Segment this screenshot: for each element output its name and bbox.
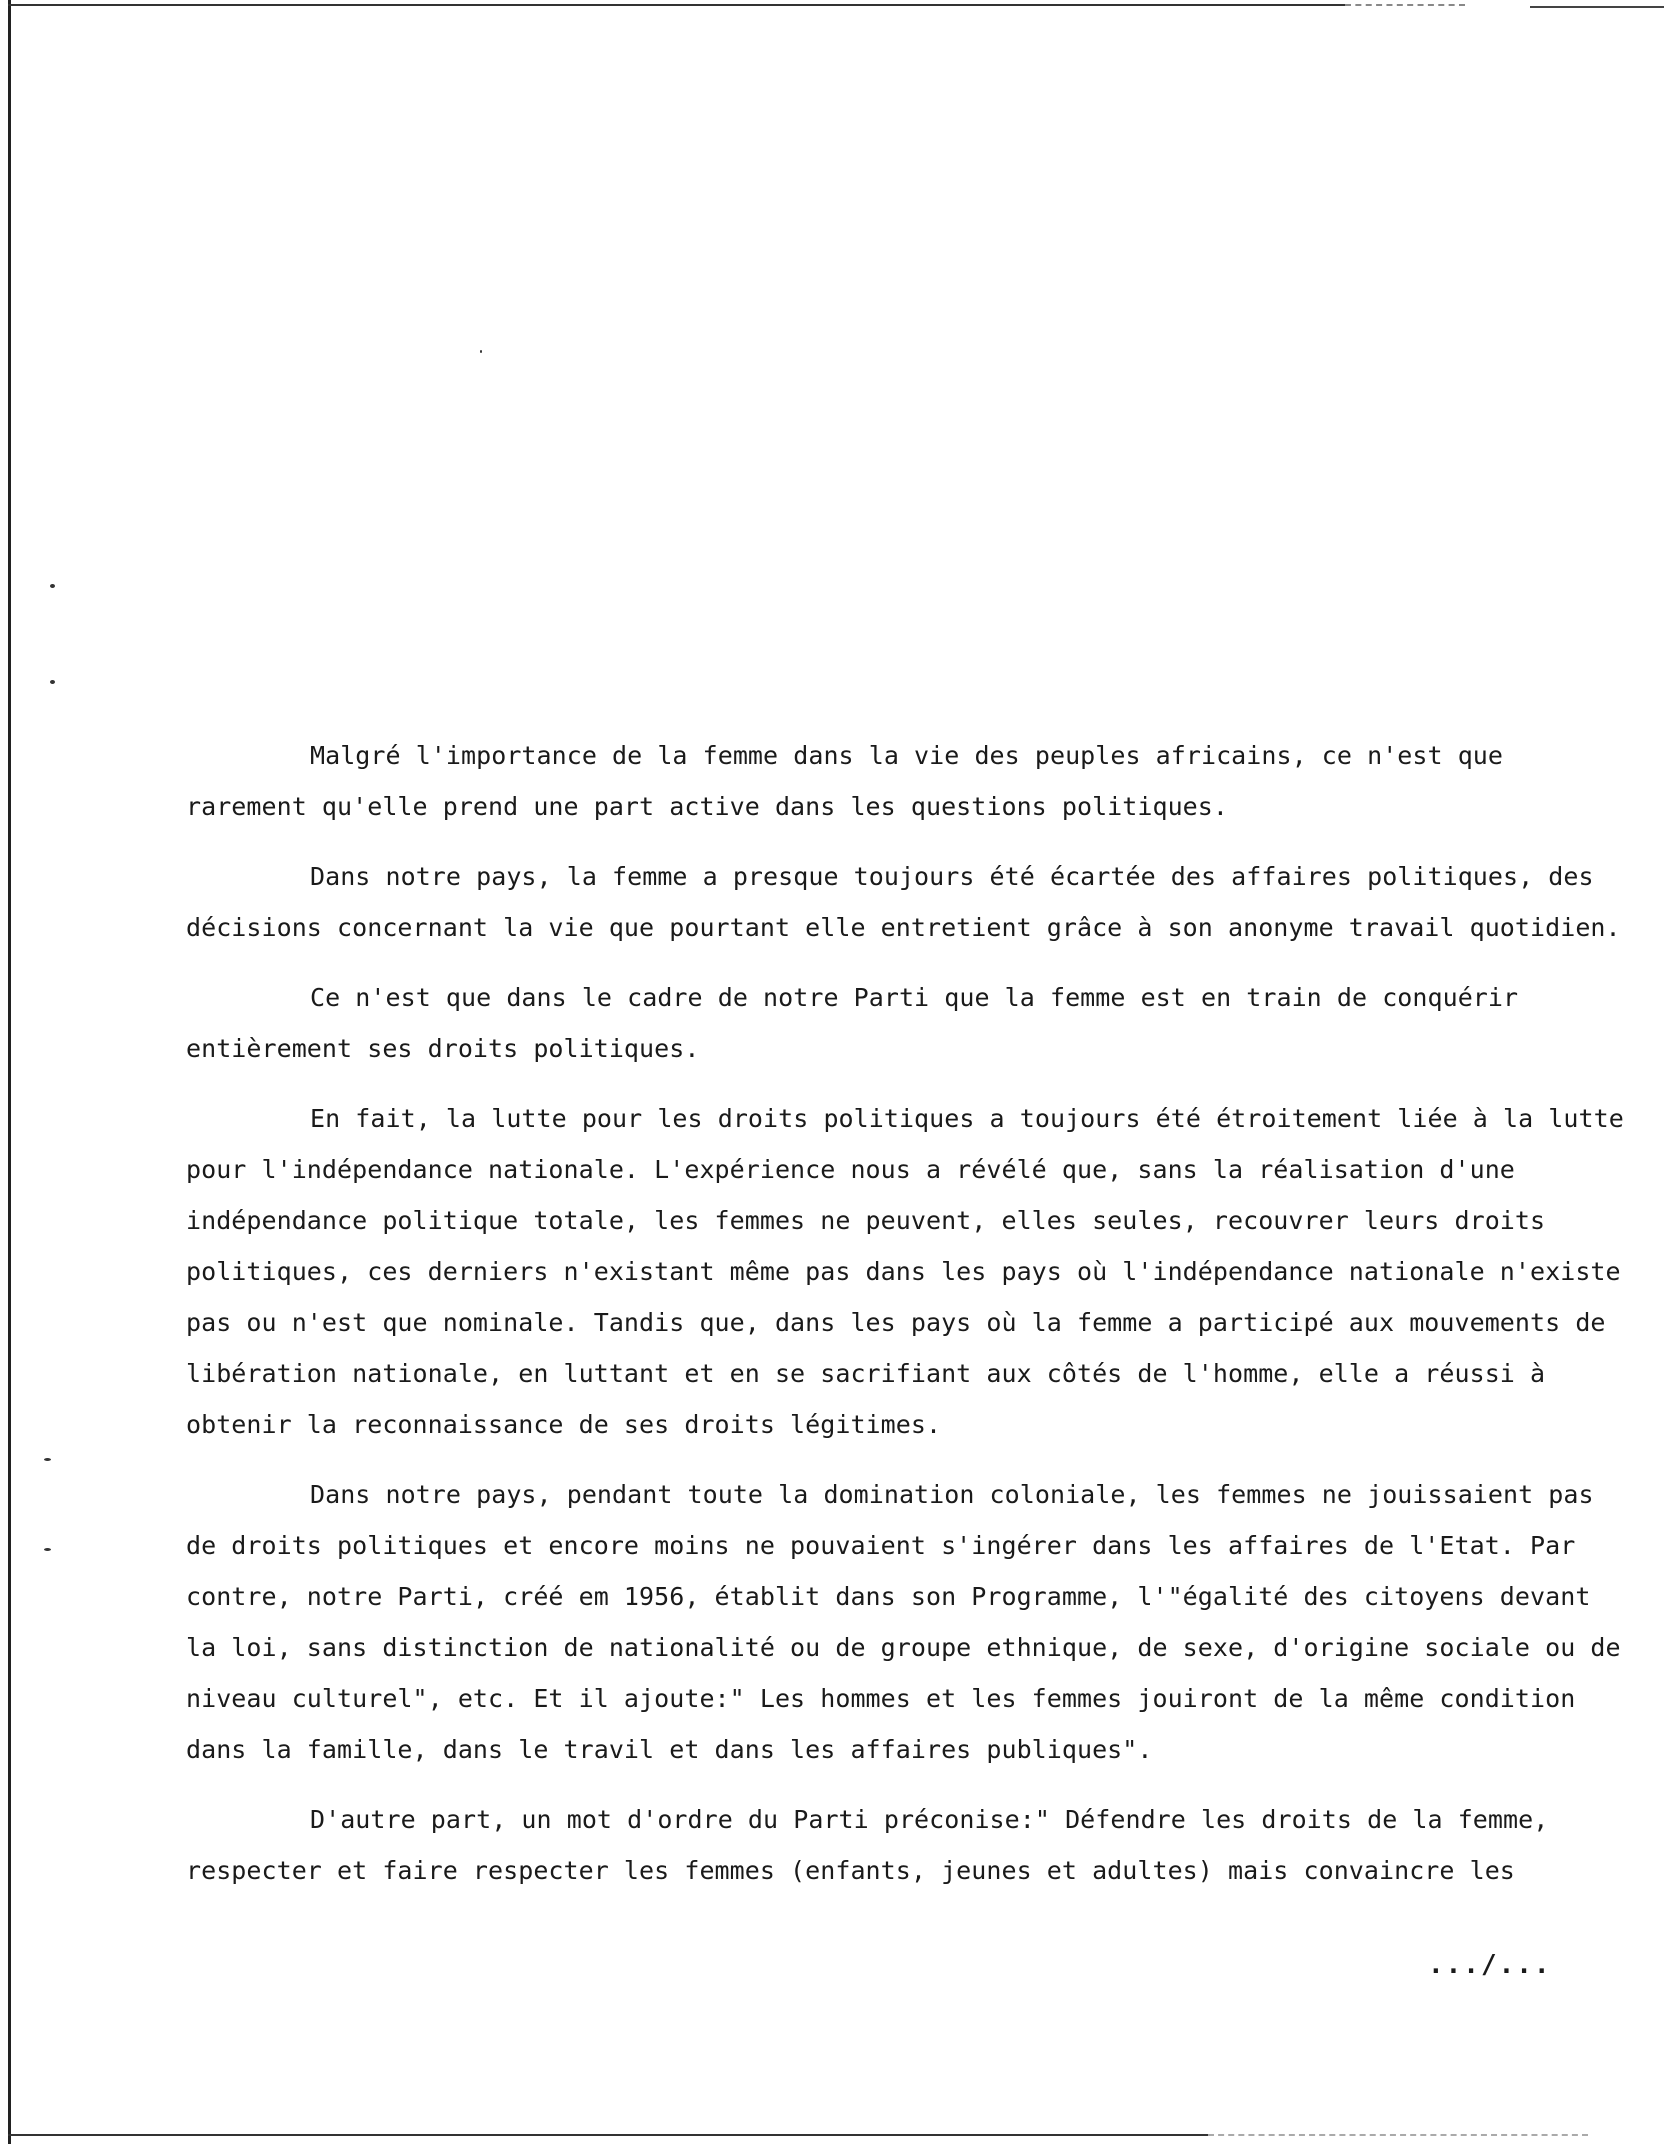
page-border-top-dashed	[1345, 4, 1465, 6]
paragraph: Dans notre pays, pendant toute la domination coloniale, les femmes ne jouissaient pas de droits politiques et encore moins ne pouvaient s'ingérer dans les affaires de l'Etat. Par contre, notre Parti, créé em 1956, établit dans son Programme, l'"égalité des citoyens devant la loi, sans distinction de nationalité ou de groupe ethnique, de sexe, d'origine sociale ou de niveau culturel", etc. Et il ajoute:" Les hommes et les femmes jouiront de la même condition dans la famille, dans le travil et dans les affaires publiques".	[186, 1480, 1621, 1764]
scan-speck	[44, 1548, 51, 1551]
document-body	[186, 730, 1626, 1915]
page-border-top	[8, 4, 1348, 6]
paragraph: D'autre part, un mot d'ordre du Parti préconise:" Défendre les droits de la femme, respecter et faire respecter les femmes (enfants, jeunes et adultes) mais convaincre les	[186, 1805, 1549, 1885]
paragraph: En fait, la lutte pour les droits politiques a toujours été étroitement liée à la lutte pour l'indépendance nationale. L'expérience nous a révélé que, sans la réalisation d'une indépendance politique totale, les femmes ne peuvent, elles seules, recouvrer leurs droits politiques, ces derniers n'existant même pas dans les pays où l'indépendance nationale n'existe pas ou n'est que nominale. Tandis que, dans les pays où la femme a participé aux mouvements de libération nationale, en luttant et en se sacrifiant aux côtés de l'homme, elle a réussi à obtenir la reconnaissance de ses droits légitimes.	[186, 1104, 1624, 1439]
page-border-bottom-dashed	[1208, 2134, 1588, 2136]
paragraph: Ce n'est que dans le cadre de notre Parti que la femme est en train de conquérir entièrement ses droits politiques.	[186, 983, 1519, 1063]
scan-speck	[44, 1458, 51, 1461]
paragraph: Dans notre pays, la femme a presque toujours été écartée des affaires politiques, des décisions concernant la vie que pourtant elle entretient grâce à son anonyme travail quotidien.	[186, 862, 1621, 942]
continuation-mark: .../...	[1428, 1950, 1552, 1980]
page-border-top-right	[1530, 6, 1664, 8]
page-border-left	[8, 0, 11, 2144]
scan-speck	[50, 584, 55, 588]
page-border-bottom	[8, 2134, 1208, 2136]
scan-speck	[50, 680, 55, 684]
paragraph: Malgré l'importance de la femme dans la vie des peuples africains, ce n'est que rarement qu'elle prend une part active dans les questions politiques.	[186, 741, 1503, 821]
scan-speck	[480, 350, 482, 353]
